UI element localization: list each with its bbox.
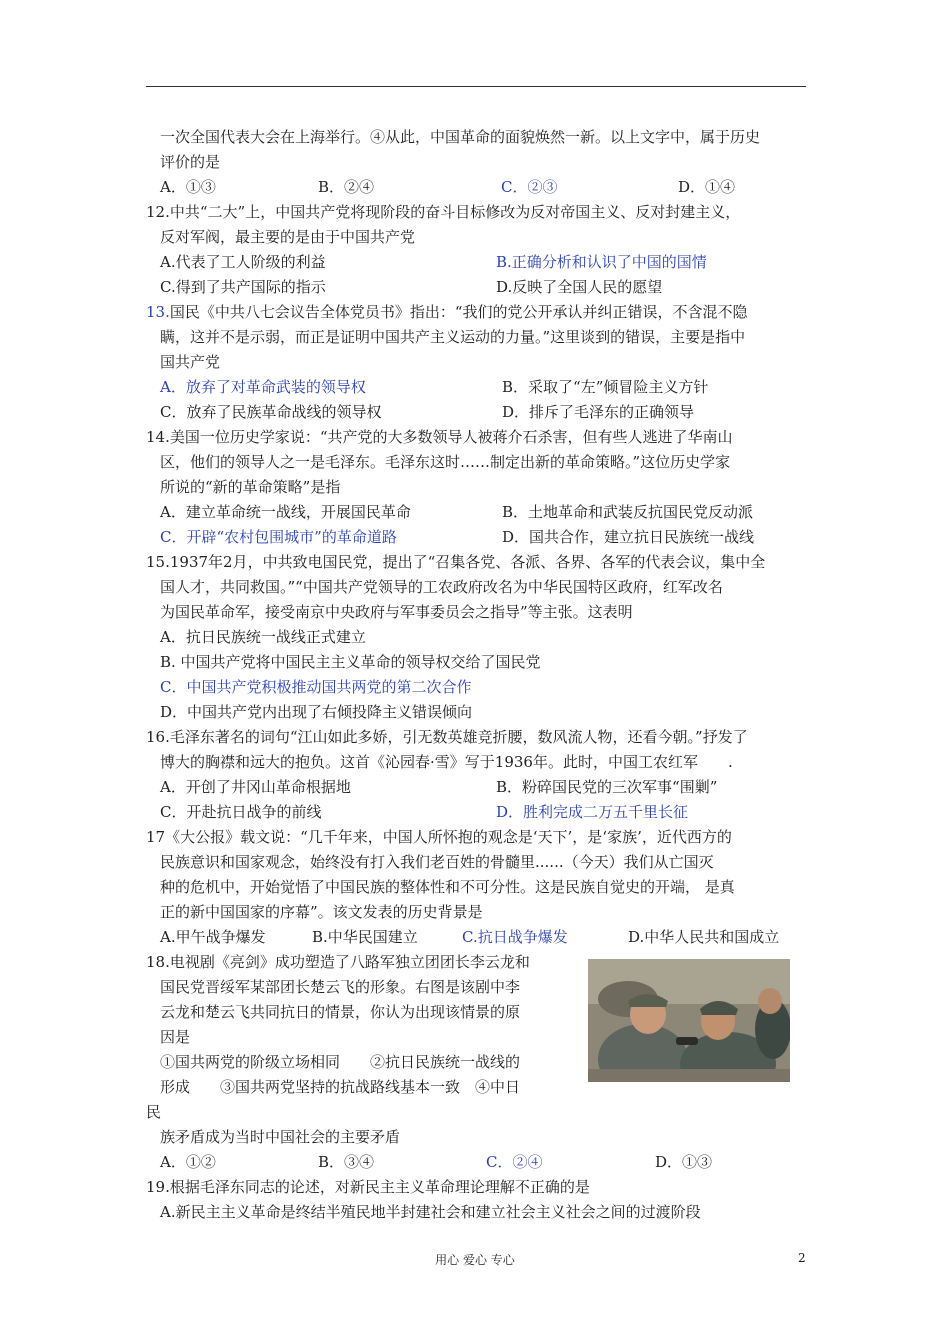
q13-stem-line: 国共产党 — [160, 353, 221, 371]
q17-option-c: C.抗日战争爆发 — [462, 928, 568, 946]
q18-stem-line: 族矛盾成为当时中国社会的主要矛盾 — [160, 1128, 401, 1146]
q12-option-a: A.代表了工人阶级的利益 — [160, 253, 326, 271]
q16-stem-line: 16.毛泽东著名的词句“江山如此多娇，引无数英雄竞折腰，数风流人物，还看今朝。”抒发了 — [146, 728, 748, 746]
q11-option-a: A．①③ — [160, 178, 216, 196]
q16-option-b: B．粉碎国民党的三次军事“围剿” — [496, 778, 718, 796]
q11-stem-line: 评价的是 — [160, 153, 221, 171]
q13-stem-text: 国民《中共八七会议告全体党员书》指出：“我们的党公开承认并纠正错误，不含混不隐 — [169, 303, 748, 321]
q13-option-c: C．放弃了民族革命战线的领导权 — [160, 403, 382, 421]
q14-option-c: C．开辟“农村包围城市”的革命道路 — [160, 528, 397, 546]
q18-option-d: D．①③ — [655, 1153, 713, 1171]
q13-option-b: B．采取了“左”倾冒险主义方针 — [502, 378, 709, 396]
q11-option-c: C．②③ — [501, 178, 558, 196]
q18-stem-line: 民 — [146, 1103, 162, 1121]
q13-number: 13. — [146, 303, 170, 321]
q17-stem-line: 正的新中国国家的序幕”。该文发表的历史背景是 — [160, 903, 483, 921]
q19-option-a: A.新民主主义革命是终结半殖民地半封建社会和建立社会主义社会之间的过渡阶段 — [160, 1203, 701, 1221]
q14-option-d: D．国共合作，建立抗日民族统一战线 — [502, 528, 755, 546]
q13-option-a: A．放弃了对革命武装的领导权 — [160, 378, 366, 396]
q12-option-d: D.反映了全国人民的愿望 — [496, 278, 663, 296]
q17-option-d: D.中华人民共和国成立 — [628, 928, 780, 946]
q17-stem-line: 民族意识和国家观念，始终没有打入我们老百姓的骨髓里......（今天）我们从亡国灭 — [160, 853, 714, 871]
q15-option-c: C．中国共产党积极推动国共两党的第二次合作 — [160, 678, 472, 696]
q18-stem-line: 国民党晋绥军某部团长楚云飞的形象。右图是该剧中李 — [160, 978, 521, 996]
q18-option-a: A．①② — [160, 1153, 216, 1171]
q12-option-c: C.得到了共产国际的指示 — [160, 278, 326, 296]
page-number: 2 — [798, 1251, 806, 1265]
q16-option-a: A．开创了井冈山革命根据地 — [160, 778, 351, 796]
q17-stem-line: 17《大公报》载文说：“几千年来，中国人所怀抱的观念是‘天下’，是‘家族’，近代西方的 — [146, 828, 732, 846]
q15-option-b: B. 中国共产党将中国民主主义革命的领导权交给了国民党 — [160, 653, 541, 671]
q14-stem-line: 14.美国一位历史学家说：“共产党的大多数领导人被蒋介石杀害，但有些人逃进了华南山 — [146, 428, 733, 446]
q18-stem-line: 18.电视剧《亮剑》成功塑造了八路军独立团团长李云龙和 — [146, 953, 530, 971]
q17-option-a: A.甲午战争爆发 — [160, 928, 266, 946]
q18-option-b: B．③④ — [318, 1153, 375, 1171]
q14-stem-line: 区，他们的领导人之一是毛泽东。毛泽东这时……制定出新的革命策略。”这位历史学家 — [160, 453, 731, 471]
q16-stem-line: 博大的胸襟和远大的抱负。这首《沁园春·雪》写于1936年。此时，中国工农红军 . — [160, 753, 733, 771]
q11-stem-line: 一次全国代表大会在上海举行。④从此，中国革命的面貌焕然一新。以上文字中，属于历史 — [160, 128, 761, 146]
q15-option-d: D．中国共产党内出现了右倾投降主义错误倾向 — [160, 703, 473, 721]
q18-stem-line: 因是 — [160, 1028, 191, 1046]
q17-stem-line: 种的危机中，开始觉悟了中国民族的整体性和不可分性。这是民族自觉史的开端， 是真 — [160, 878, 735, 896]
q15-stem-line: 15.1937年2月，中共致电国民党，提出了“召集各党、各派、各界、各军的代表会议，集中全 — [146, 553, 766, 571]
q15-stem-line: 国人才，共同救国。”“中国共产党领导的工农政府改名为中华民国特区政府，红军改名 — [160, 578, 723, 596]
header-rule — [146, 86, 806, 87]
q12-stem-line: 反对军阀，最主要的是由于中国共产党 — [160, 228, 416, 246]
q14-stem-line: 所说的“新的革命策略”是指 — [160, 478, 341, 496]
q14-option-b: B．土地革命和武装反抗国民党反动派 — [502, 503, 754, 521]
q15-option-a: A．抗日民族统一战线正式建立 — [160, 628, 366, 646]
q16-option-c: C．开赴抗日战争的前线 — [160, 803, 322, 821]
q11-option-b: B．②④ — [318, 178, 375, 196]
q17-option-b: B.中华民国建立 — [312, 928, 418, 946]
q14-option-a: A．建立革命统一战线，开展国民革命 — [160, 503, 411, 521]
q13-option-d: D．排斥了毛泽东的正确领导 — [502, 403, 695, 421]
q19-stem-line: 19.根据毛泽东同志的论述，对新民主主义革命理论理解不正确的是 — [146, 1178, 590, 1196]
q11-option-d: D．①④ — [678, 178, 736, 196]
drama-still-illustration — [588, 959, 790, 1082]
q13-stem-line: 瞒，这并不是示弱，而正是证明中国共产主义运动的力量。”这里谈到的错误，主要是指中 — [160, 328, 746, 346]
q18-stem-line: 云龙和楚云飞共同抗日的情景，你认为出现该情景的原 — [160, 1003, 521, 1021]
drama-still-photo — [588, 959, 790, 1082]
q16-option-d: D．胜利完成二万五千里长征 — [496, 803, 689, 821]
q15-stem-line: 为国民革命军，接受南京中央政府与军事委员会之指导”等主张。这表明 — [160, 603, 633, 621]
q18-stem-line: 形成 ③国共两党坚持的抗战路线基本一致 ④中日 — [160, 1078, 521, 1096]
page-footer: 用心 爱心 专心 — [435, 1253, 515, 1267]
q18-option-c: C．②④ — [486, 1153, 543, 1171]
q12-stem-line: 12.中共“二大”上，中国共产党将现阶段的奋斗目标修改为反对帝国主义、反对封建主义， — [146, 203, 741, 221]
q13-stem-line — [146, 302, 748, 322]
q12-option-b: B.正确分析和认识了中国的国情 — [496, 253, 707, 271]
q18-stem-line: ①国共两党的阶级立场相同 ②抗日民族统一战线的 — [160, 1053, 521, 1071]
